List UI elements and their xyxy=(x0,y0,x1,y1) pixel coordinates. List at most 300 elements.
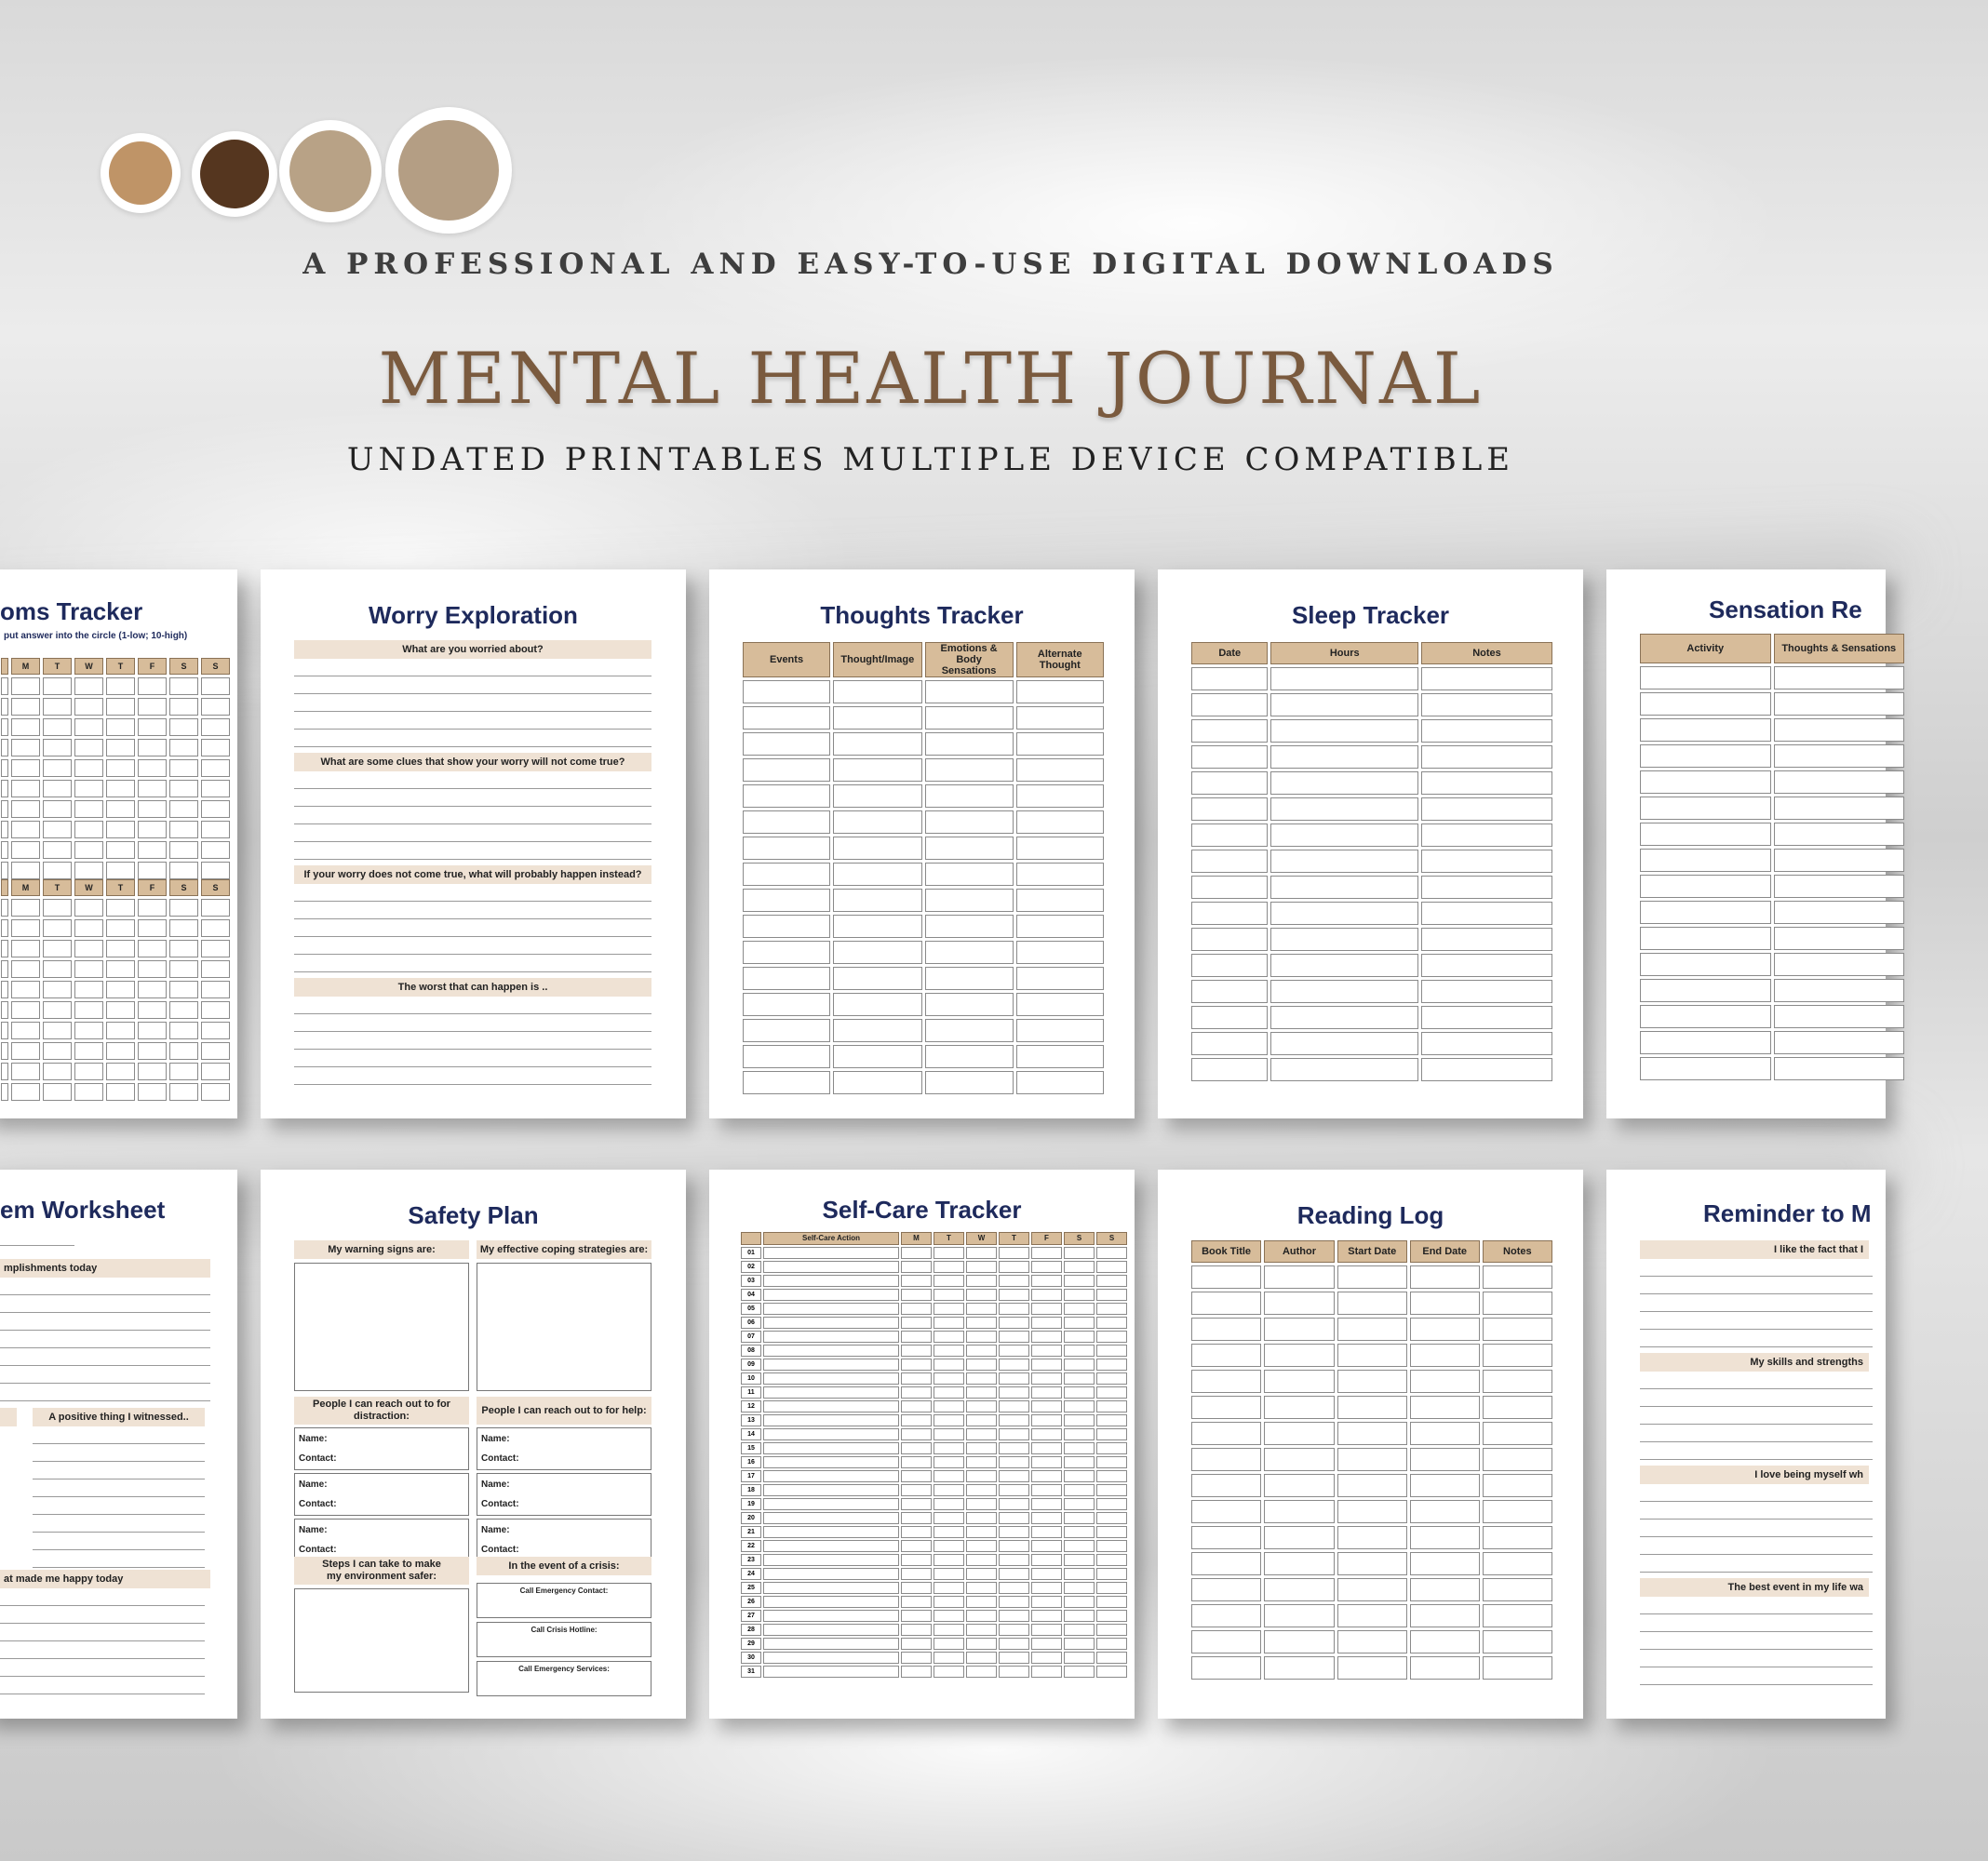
table-cell[interactable] xyxy=(901,1428,932,1440)
table-cell[interactable] xyxy=(74,940,103,957)
table-cell[interactable] xyxy=(1031,1261,1062,1273)
table-cell[interactable] xyxy=(833,1071,922,1094)
table-cell[interactable] xyxy=(1064,1345,1095,1357)
contact-box[interactable] xyxy=(477,1519,651,1561)
table-cell[interactable] xyxy=(1,1042,8,1060)
table-cell[interactable] xyxy=(11,1022,40,1039)
table-cell[interactable] xyxy=(1640,953,1771,976)
table-cell[interactable] xyxy=(999,1652,1029,1664)
table-cell[interactable] xyxy=(901,1247,932,1259)
table-cell[interactable] xyxy=(1016,941,1105,964)
table-cell[interactable] xyxy=(901,1359,932,1371)
table-cell[interactable] xyxy=(74,1022,103,1039)
table-cell[interactable] xyxy=(1031,1470,1062,1482)
table-cell[interactable] xyxy=(1421,745,1552,769)
table-cell[interactable] xyxy=(833,758,922,782)
table-cell[interactable] xyxy=(1191,1370,1261,1393)
table-cell[interactable] xyxy=(999,1554,1029,1566)
table-cell[interactable] xyxy=(743,863,830,886)
table-cell[interactable] xyxy=(966,1275,997,1287)
table-cell[interactable] xyxy=(1483,1656,1552,1680)
table-cell[interactable] xyxy=(1031,1456,1062,1468)
table-cell[interactable] xyxy=(1,698,8,716)
table-cell[interactable] xyxy=(1191,693,1268,716)
table-cell[interactable] xyxy=(1096,1666,1127,1678)
table-cell[interactable] xyxy=(138,718,167,736)
table-cell[interactable] xyxy=(901,1582,932,1594)
table-cell[interactable] xyxy=(1,981,8,998)
table-cell[interactable] xyxy=(169,1042,198,1060)
table-cell[interactable] xyxy=(1096,1540,1127,1552)
table-cell[interactable] xyxy=(1096,1554,1127,1566)
table-cell[interactable] xyxy=(999,1666,1029,1678)
table-cell[interactable] xyxy=(901,1414,932,1426)
table-cell[interactable] xyxy=(1421,1032,1552,1055)
table-cell[interactable] xyxy=(901,1484,932,1496)
table-cell[interactable] xyxy=(1410,1396,1480,1419)
table-cell[interactable] xyxy=(1191,1422,1261,1445)
table-cell[interactable] xyxy=(1191,1604,1261,1627)
table-cell[interactable] xyxy=(999,1512,1029,1524)
table-cell[interactable] xyxy=(11,718,40,736)
table-cell[interactable] xyxy=(1096,1414,1127,1426)
table-cell[interactable] xyxy=(1064,1456,1095,1468)
table-cell[interactable] xyxy=(1337,1474,1407,1497)
table-cell[interactable] xyxy=(138,841,167,859)
table-cell[interactable] xyxy=(169,1083,198,1101)
table-cell[interactable] xyxy=(999,1624,1029,1636)
table-cell[interactable] xyxy=(1410,1578,1480,1601)
table-cell[interactable] xyxy=(1031,1666,1062,1678)
table-cell[interactable] xyxy=(966,1568,997,1580)
table-cell[interactable] xyxy=(106,1083,135,1101)
table-cell[interactable] xyxy=(966,1596,997,1608)
table-cell[interactable] xyxy=(11,759,40,777)
table-cell[interactable] xyxy=(1264,1656,1335,1680)
table-cell[interactable] xyxy=(1421,823,1552,847)
table-cell[interactable] xyxy=(743,680,830,703)
table-cell[interactable] xyxy=(966,1610,997,1622)
table-cell[interactable] xyxy=(999,1638,1029,1650)
table-cell[interactable] xyxy=(925,941,1014,964)
table-cell[interactable] xyxy=(106,718,135,736)
table-cell[interactable] xyxy=(901,1638,932,1650)
table-cell[interactable] xyxy=(1096,1372,1127,1385)
table-cell[interactable] xyxy=(11,739,40,756)
table-cell[interactable] xyxy=(1774,770,1905,794)
table-cell[interactable] xyxy=(1774,823,1905,846)
table-cell[interactable] xyxy=(1016,784,1105,808)
table-cell[interactable] xyxy=(1483,1344,1552,1367)
table-cell[interactable] xyxy=(1096,1498,1127,1510)
table-cell[interactable] xyxy=(1483,1552,1552,1575)
table-cell[interactable] xyxy=(74,899,103,917)
table-cell[interactable] xyxy=(1640,718,1771,742)
table-cell[interactable] xyxy=(1031,1331,1062,1343)
table-cell[interactable] xyxy=(966,1372,997,1385)
table-cell[interactable] xyxy=(106,981,135,998)
table-cell[interactable] xyxy=(1016,732,1105,756)
table-cell[interactable] xyxy=(1191,1344,1261,1367)
table-cell[interactable] xyxy=(169,981,198,998)
table-cell[interactable] xyxy=(763,1638,899,1650)
table-cell[interactable] xyxy=(901,1456,932,1468)
table-cell[interactable] xyxy=(763,1442,899,1454)
table-cell[interactable] xyxy=(934,1428,964,1440)
table-cell[interactable] xyxy=(966,1345,997,1357)
table-cell[interactable] xyxy=(999,1610,1029,1622)
table-cell[interactable] xyxy=(999,1470,1029,1482)
table-cell[interactable] xyxy=(1096,1275,1127,1287)
table-cell[interactable] xyxy=(1410,1318,1480,1341)
table-cell[interactable] xyxy=(1337,1656,1407,1680)
table-cell[interactable] xyxy=(1410,1500,1480,1523)
table-cell[interactable] xyxy=(934,1317,964,1329)
table-cell[interactable] xyxy=(763,1526,899,1538)
table-cell[interactable] xyxy=(934,1582,964,1594)
table-cell[interactable] xyxy=(763,1484,899,1496)
table-cell[interactable] xyxy=(934,1624,964,1636)
table-cell[interactable] xyxy=(1064,1666,1095,1678)
table-cell[interactable] xyxy=(1410,1344,1480,1367)
table-cell[interactable] xyxy=(201,780,230,797)
table-cell[interactable] xyxy=(1064,1540,1095,1552)
table-cell[interactable] xyxy=(999,1247,1029,1259)
table-cell[interactable] xyxy=(1096,1331,1127,1343)
table-cell[interactable] xyxy=(763,1554,899,1566)
table-cell[interactable] xyxy=(74,780,103,797)
table-cell[interactable] xyxy=(1270,745,1418,769)
contact-box[interactable] xyxy=(294,1473,469,1516)
table-cell[interactable] xyxy=(1640,823,1771,846)
table-cell[interactable] xyxy=(934,1303,964,1315)
table-cell[interactable] xyxy=(138,1063,167,1080)
table-cell[interactable] xyxy=(11,841,40,859)
table-cell[interactable] xyxy=(1064,1610,1095,1622)
table-cell[interactable] xyxy=(966,1261,997,1273)
table-cell[interactable] xyxy=(74,1063,103,1080)
table-cell[interactable] xyxy=(169,940,198,957)
table-cell[interactable] xyxy=(1031,1247,1062,1259)
table-cell[interactable] xyxy=(1096,1386,1127,1399)
table-cell[interactable] xyxy=(1270,1032,1418,1055)
table-cell[interactable] xyxy=(1064,1428,1095,1440)
table-cell[interactable] xyxy=(138,1083,167,1101)
table-cell[interactable] xyxy=(1016,758,1105,782)
table-cell[interactable] xyxy=(11,677,40,695)
table-cell[interactable] xyxy=(106,841,135,859)
table-cell[interactable] xyxy=(1,841,8,859)
table-cell[interactable] xyxy=(901,1624,932,1636)
table-cell[interactable] xyxy=(1,1083,8,1101)
table-cell[interactable] xyxy=(1096,1582,1127,1594)
table-cell[interactable] xyxy=(1483,1318,1552,1341)
table-cell[interactable] xyxy=(201,841,230,859)
table-cell[interactable] xyxy=(74,1001,103,1019)
table-cell[interactable] xyxy=(169,841,198,859)
table-cell[interactable] xyxy=(169,1063,198,1080)
table-cell[interactable] xyxy=(1483,1630,1552,1653)
table-cell[interactable] xyxy=(169,919,198,937)
table-cell[interactable] xyxy=(74,960,103,978)
table-cell[interactable] xyxy=(1191,719,1268,743)
table-cell[interactable] xyxy=(138,899,167,917)
table-cell[interactable] xyxy=(999,1317,1029,1329)
table-cell[interactable] xyxy=(1031,1414,1062,1426)
table-cell[interactable] xyxy=(1421,928,1552,951)
table-cell[interactable] xyxy=(966,1400,997,1412)
table-cell[interactable] xyxy=(934,1596,964,1608)
table-cell[interactable] xyxy=(1483,1448,1552,1471)
table-cell[interactable] xyxy=(201,919,230,937)
table-cell[interactable] xyxy=(763,1261,899,1273)
table-cell[interactable] xyxy=(1270,850,1418,873)
table-cell[interactable] xyxy=(43,1042,72,1060)
table-cell[interactable] xyxy=(1031,1554,1062,1566)
table-cell[interactable] xyxy=(74,1042,103,1060)
table-cell[interactable] xyxy=(1421,902,1552,925)
table-cell[interactable] xyxy=(1191,1265,1261,1289)
table-cell[interactable] xyxy=(1264,1292,1335,1315)
table-cell[interactable] xyxy=(934,1247,964,1259)
table-cell[interactable] xyxy=(999,1442,1029,1454)
table-cell[interactable] xyxy=(934,1345,964,1357)
table-cell[interactable] xyxy=(901,1470,932,1482)
table-cell[interactable] xyxy=(1064,1526,1095,1538)
table-cell[interactable] xyxy=(1096,1596,1127,1608)
table-cell[interactable] xyxy=(1,960,8,978)
table-cell[interactable] xyxy=(999,1345,1029,1357)
table-cell[interactable] xyxy=(1,800,8,818)
table-cell[interactable] xyxy=(1640,770,1771,794)
table-cell[interactable] xyxy=(74,981,103,998)
table-cell[interactable] xyxy=(1191,1318,1261,1341)
table-cell[interactable] xyxy=(833,889,922,912)
table-cell[interactable] xyxy=(1031,1610,1062,1622)
table-cell[interactable] xyxy=(1410,1292,1480,1315)
table-cell[interactable] xyxy=(1640,666,1771,690)
table-cell[interactable] xyxy=(1016,915,1105,938)
table-cell[interactable] xyxy=(1421,667,1552,690)
table-cell[interactable] xyxy=(1410,1265,1480,1289)
table-cell[interactable] xyxy=(833,967,922,990)
table-cell[interactable] xyxy=(763,1386,899,1399)
table-cell[interactable] xyxy=(1191,1032,1268,1055)
table-cell[interactable] xyxy=(1191,954,1268,977)
table-cell[interactable] xyxy=(1337,1422,1407,1445)
table-cell[interactable] xyxy=(763,1582,899,1594)
table-cell[interactable] xyxy=(1191,1630,1261,1653)
table-cell[interactable] xyxy=(1,1063,8,1080)
table-cell[interactable] xyxy=(1270,771,1418,795)
table-cell[interactable] xyxy=(1016,967,1105,990)
table-cell[interactable] xyxy=(43,960,72,978)
table-cell[interactable] xyxy=(901,1400,932,1412)
table-cell[interactable] xyxy=(169,718,198,736)
table-cell[interactable] xyxy=(966,1317,997,1329)
table-cell[interactable] xyxy=(169,759,198,777)
table-cell[interactable] xyxy=(106,1063,135,1080)
table-cell[interactable] xyxy=(999,1386,1029,1399)
table-cell[interactable] xyxy=(169,739,198,756)
table-cell[interactable] xyxy=(201,1042,230,1060)
table-cell[interactable] xyxy=(1483,1604,1552,1627)
table-cell[interactable] xyxy=(1096,1456,1127,1468)
table-cell[interactable] xyxy=(966,1484,997,1496)
table-cell[interactable] xyxy=(138,759,167,777)
table-cell[interactable] xyxy=(1337,1526,1407,1549)
table-cell[interactable] xyxy=(925,1071,1014,1094)
table-cell[interactable] xyxy=(1270,719,1418,743)
table-cell[interactable] xyxy=(1264,1422,1335,1445)
table-cell[interactable] xyxy=(169,780,198,797)
table-cell[interactable] xyxy=(925,915,1014,938)
table-cell[interactable] xyxy=(901,1386,932,1399)
table-cell[interactable] xyxy=(743,1045,830,1068)
table-cell[interactable] xyxy=(1483,1526,1552,1549)
table-cell[interactable] xyxy=(1264,1318,1335,1341)
table-cell[interactable] xyxy=(966,1386,997,1399)
table-cell[interactable] xyxy=(1191,1552,1261,1575)
table-cell[interactable] xyxy=(1031,1582,1062,1594)
table-cell[interactable] xyxy=(106,899,135,917)
table-cell[interactable] xyxy=(43,1083,72,1101)
table-cell[interactable] xyxy=(743,758,830,782)
table-cell[interactable] xyxy=(1,780,8,797)
table-cell[interactable] xyxy=(106,800,135,818)
table-cell[interactable] xyxy=(1191,745,1268,769)
table-cell[interactable] xyxy=(138,698,167,716)
table-cell[interactable] xyxy=(1483,1265,1552,1289)
table-cell[interactable] xyxy=(833,732,922,756)
table-cell[interactable] xyxy=(1096,1652,1127,1664)
table-cell[interactable] xyxy=(1031,1359,1062,1371)
table-cell[interactable] xyxy=(763,1456,899,1468)
table-cell[interactable] xyxy=(934,1568,964,1580)
table-cell[interactable] xyxy=(1774,927,1905,950)
table-cell[interactable] xyxy=(1064,1331,1095,1343)
table-cell[interactable] xyxy=(1064,1442,1095,1454)
table-cell[interactable] xyxy=(999,1359,1029,1371)
table-cell[interactable] xyxy=(743,706,830,730)
table-cell[interactable] xyxy=(1270,876,1418,899)
table-cell[interactable] xyxy=(999,1568,1029,1580)
table-cell[interactable] xyxy=(1,718,8,736)
table-cell[interactable] xyxy=(1774,797,1905,820)
table-cell[interactable] xyxy=(901,1652,932,1664)
table-cell[interactable] xyxy=(43,981,72,998)
table-cell[interactable] xyxy=(1064,1372,1095,1385)
table-cell[interactable] xyxy=(74,739,103,756)
table-cell[interactable] xyxy=(1064,1554,1095,1566)
table-cell[interactable] xyxy=(1064,1414,1095,1426)
table-cell[interactable] xyxy=(1410,1604,1480,1627)
table-cell[interactable] xyxy=(1064,1303,1095,1315)
table-cell[interactable] xyxy=(1096,1303,1127,1315)
table-cell[interactable] xyxy=(1064,1596,1095,1608)
table-cell[interactable] xyxy=(833,915,922,938)
table-cell[interactable] xyxy=(1270,954,1418,977)
table-cell[interactable] xyxy=(1096,1317,1127,1329)
table-cell[interactable] xyxy=(1337,1396,1407,1419)
table-cell[interactable] xyxy=(1,1022,8,1039)
table-cell[interactable] xyxy=(1031,1345,1062,1357)
table-cell[interactable] xyxy=(11,919,40,937)
table-cell[interactable] xyxy=(1,919,8,937)
table-cell[interactable] xyxy=(925,784,1014,808)
table-cell[interactable] xyxy=(1421,771,1552,795)
table-cell[interactable] xyxy=(966,1624,997,1636)
table-cell[interactable] xyxy=(999,1596,1029,1608)
table-cell[interactable] xyxy=(1337,1630,1407,1653)
table-cell[interactable] xyxy=(999,1303,1029,1315)
table-cell[interactable] xyxy=(934,1498,964,1510)
table-cell[interactable] xyxy=(1096,1610,1127,1622)
table-cell[interactable] xyxy=(934,1456,964,1468)
table-cell[interactable] xyxy=(1,759,8,777)
table-cell[interactable] xyxy=(106,940,135,957)
table-cell[interactable] xyxy=(934,1414,964,1426)
table-cell[interactable] xyxy=(934,1331,964,1343)
table-cell[interactable] xyxy=(1270,667,1418,690)
table-cell[interactable] xyxy=(966,1303,997,1315)
table-cell[interactable] xyxy=(169,960,198,978)
table-cell[interactable] xyxy=(201,960,230,978)
table-cell[interactable] xyxy=(1264,1396,1335,1419)
table-cell[interactable] xyxy=(138,940,167,957)
table-cell[interactable] xyxy=(999,1428,1029,1440)
table-cell[interactable] xyxy=(1264,1474,1335,1497)
table-cell[interactable] xyxy=(169,800,198,818)
table-cell[interactable] xyxy=(169,677,198,695)
table-cell[interactable] xyxy=(833,706,922,730)
contact-box[interactable] xyxy=(294,1427,469,1470)
table-cell[interactable] xyxy=(1096,1261,1127,1273)
table-cell[interactable] xyxy=(169,1022,198,1039)
table-cell[interactable] xyxy=(934,1289,964,1301)
table-cell[interactable] xyxy=(999,1331,1029,1343)
table-cell[interactable] xyxy=(43,759,72,777)
table-cell[interactable] xyxy=(999,1582,1029,1594)
table-cell[interactable] xyxy=(763,1652,899,1664)
table-cell[interactable] xyxy=(966,1512,997,1524)
table-cell[interactable] xyxy=(138,821,167,838)
table-cell[interactable] xyxy=(1191,667,1268,690)
table-cell[interactable] xyxy=(138,1001,167,1019)
table-cell[interactable] xyxy=(743,837,830,860)
table-cell[interactable] xyxy=(106,919,135,937)
crisis-item-box[interactable] xyxy=(477,1661,651,1696)
table-cell[interactable] xyxy=(1096,1624,1127,1636)
table-cell[interactable] xyxy=(1031,1372,1062,1385)
table-cell[interactable] xyxy=(934,1372,964,1385)
table-cell[interactable] xyxy=(1774,692,1905,716)
table-cell[interactable] xyxy=(743,889,830,912)
table-cell[interactable] xyxy=(43,1022,72,1039)
table-cell[interactable] xyxy=(934,1470,964,1482)
table-cell[interactable] xyxy=(1191,1292,1261,1315)
table-cell[interactable] xyxy=(925,1019,1014,1042)
table-cell[interactable] xyxy=(1,940,8,957)
table-cell[interactable] xyxy=(901,1610,932,1622)
table-cell[interactable] xyxy=(966,1554,997,1566)
table-cell[interactable] xyxy=(934,1484,964,1496)
table-cell[interactable] xyxy=(1337,1604,1407,1627)
table-cell[interactable] xyxy=(1421,693,1552,716)
table-cell[interactable] xyxy=(934,1610,964,1622)
table-cell[interactable] xyxy=(1016,1045,1105,1068)
table-cell[interactable] xyxy=(1410,1370,1480,1393)
